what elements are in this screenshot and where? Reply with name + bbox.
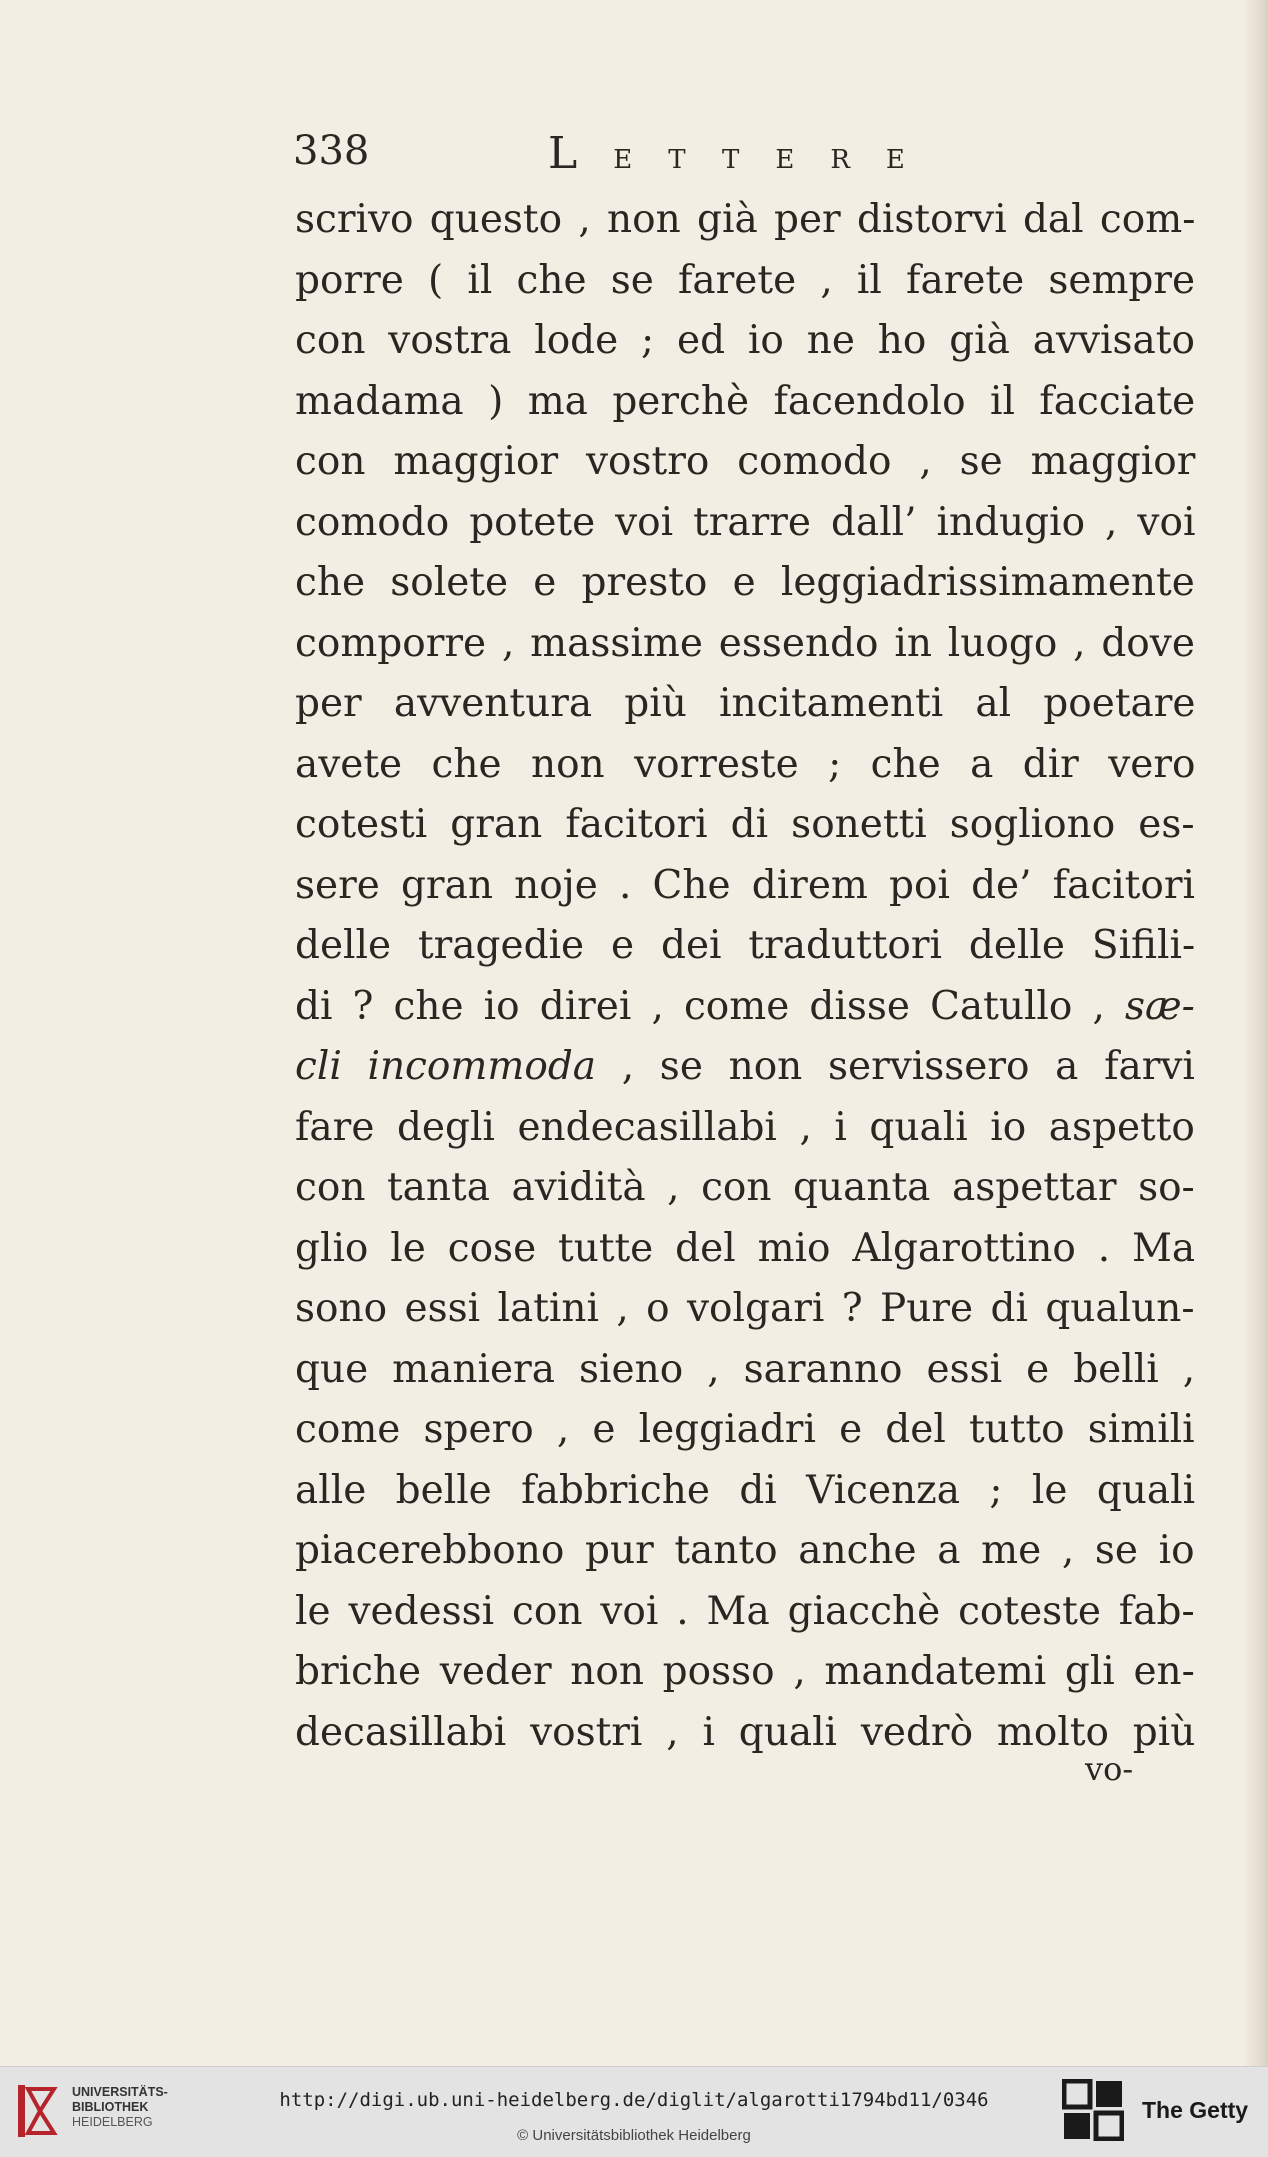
text-line: che solete e presto e leggiadrissimamente — [295, 560, 1195, 605]
text-line: di ? che io direi , come disse Catullo , sæ- — [295, 983, 1195, 1029]
catchword: vo- — [1085, 1750, 1134, 1788]
copyright-notice: © Universitätsbibliothek Heidelberg — [517, 2127, 751, 2144]
text-line: glio le cose tutte del mio Algarottino . Ma — [295, 1225, 1196, 1271]
text-line: briche veder non posso , mandatemi gli en- — [295, 1649, 1195, 1694]
text-line: cotesti gran facitori di sonetti sogliono es- — [295, 802, 1195, 847]
body-text — [295, 190, 1195, 1763]
page-number: 338 — [293, 128, 370, 174]
running-title: LETTERE — [548, 128, 941, 179]
text-line: delle tragedie e dei traduttori delle Sifili- — [295, 923, 1196, 968]
text-line: fare degli endecasillabi , i quali io aspetto — [295, 1104, 1195, 1150]
viewer-footer — [0, 2066, 1268, 2157]
text-line: sono essi latini , o volgari ? Pure di qualun- — [295, 1286, 1195, 1331]
text-line: que maniera sieno , saranno essi e belli , — [295, 1346, 1196, 1392]
page-gutter-shadow — [1242, 0, 1268, 2066]
text-line: con vostra lode ; ed io ne ho già avvisato — [295, 318, 1195, 363]
text-line: come spero , e leggiadri e del tutto simili — [295, 1407, 1195, 1452]
text-line: con tanta avidità , con quanta aspettar so- — [295, 1165, 1195, 1210]
text-line: cli incommoda , se non servissero a farvi — [295, 1044, 1195, 1089]
running-header — [293, 128, 1193, 188]
library-name: UNIVERSITÄTS- BIBLIOTHEK HEIDELBERG — [72, 2085, 168, 2129]
getty-name: The Getty — [1142, 2097, 1249, 2123]
text-line: piacerebbono pur tanto anche a me , se io — [295, 1528, 1195, 1573]
text-line: madama ) ma perchè facendolo il facciate — [295, 378, 1196, 424]
text-line: comodo potete voi trarre dall’ indugio , voi — [295, 499, 1196, 545]
getty-logo-icon — [1062, 2079, 1124, 2141]
text-line: le vedessi con voi . Ma giacchè coteste fab- — [295, 1588, 1195, 1634]
text-line: decasillabi vostri , i quali vedrò molto più — [295, 1709, 1196, 1755]
text-line: scrivo questo , non già per distorvi dal com- — [295, 197, 1196, 242]
text-line: comporre , massime essendo in luogo , dove — [295, 620, 1195, 666]
text-line: porre ( il che se farete , il farete sempre — [295, 257, 1196, 303]
text-line: sere gran noje . Che direm poi de’ facitori — [295, 862, 1195, 908]
text-line: con maggior vostro comodo , se maggior — [295, 439, 1196, 484]
text-line: per avventura più incitamenti al poetare — [295, 681, 1196, 726]
permalink-url[interactable]: http://digi.ub.uni-heidelberg.de/diglit/algarotti1794bd11/0346 — [279, 2089, 989, 2111]
text-line: alle belle fabbriche di Vicenza ; le quali — [295, 1467, 1196, 1513]
text-line: avete che non vorreste ; che a dir vero — [295, 741, 1196, 787]
